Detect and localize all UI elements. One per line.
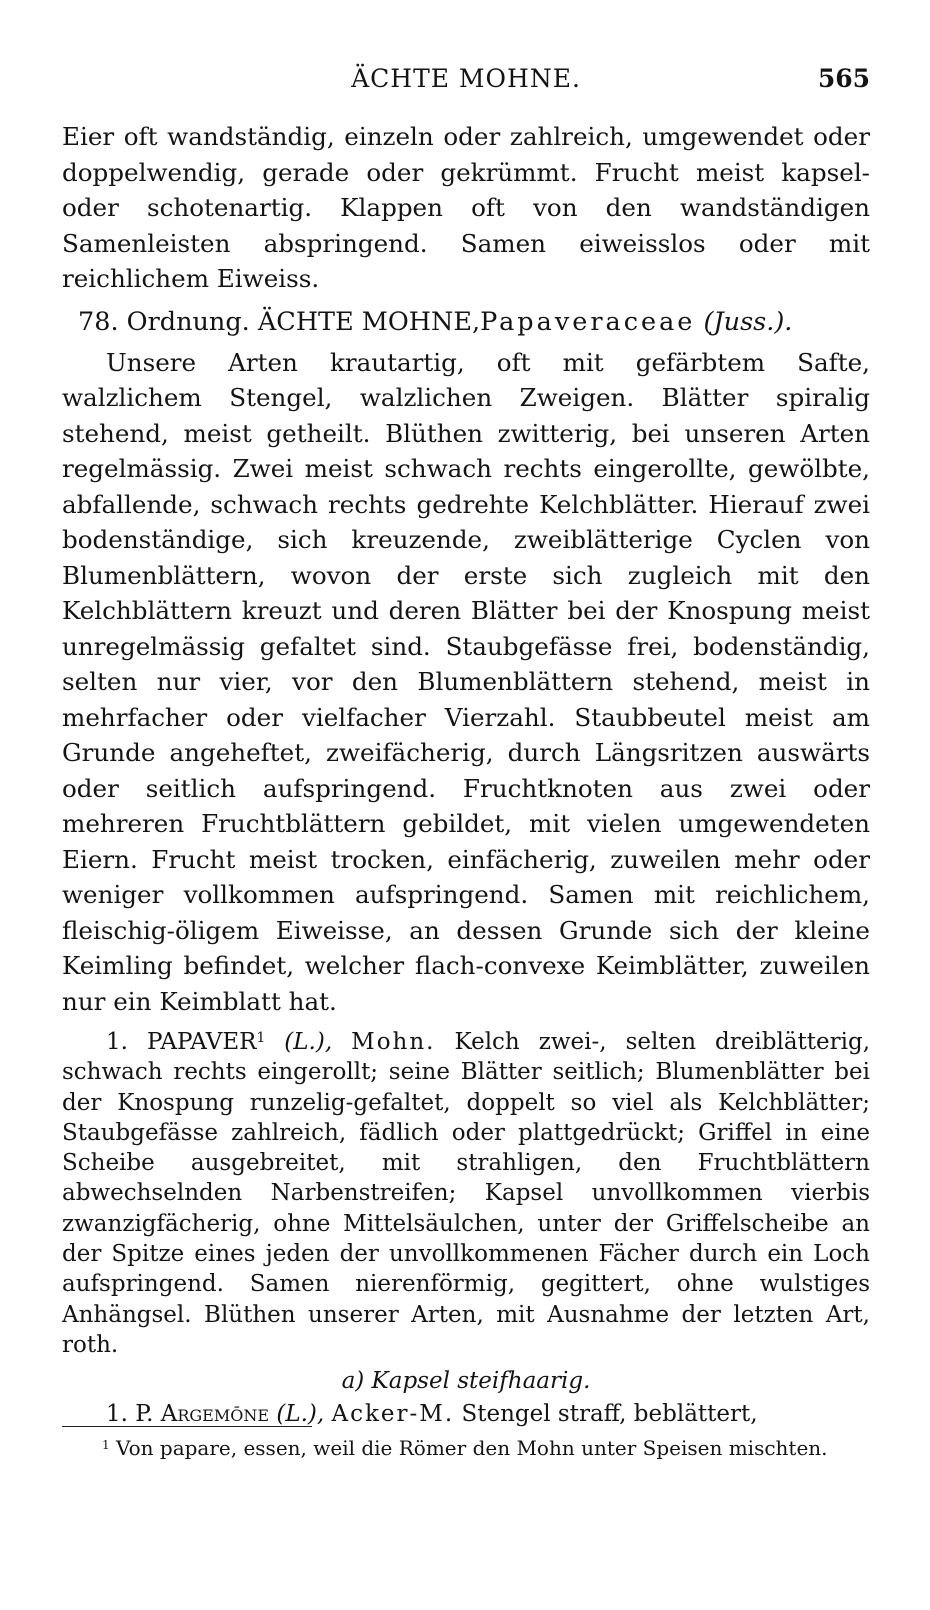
section-label: a) Kapsel steifhaarig. [341,1368,591,1395]
species-authority: (L.), [276,1401,325,1428]
order-name-latin: Papaveraceae [480,306,696,337]
genus-number: 1. [106,1029,128,1055]
page-body [62,119,870,1430]
order-description: Unsere Arten krautartig, oft mit gefärbtem Safte, walzlichem Stengel, walzlichen Zweigen. Blätter spiralig stehend, meist getheilt. Blüthen zwitterig, bei unseren Arten regelmässig. Zwei meist schwach rechts eingerollte, gewölbte, abfallende, schwach rechts gedrehte Kelchblätter. Hierauf zwei bodenständige, sich kreuzende, zweiblätterige Cyclen von Blumenblättern, wovon der erste sich zugleich mit den Kelchblättern kreuzt und deren Blätter bei der Knospung meist unregelmässig gefaltet sind. Staubgefässe frei, bodenständig, selten nur vier, vor den Blumenblättern stehend, meist in mehrfacher oder vielfacher Vierzahl. Staubbeutel meist am Grunde angeheftet, zweifächerig, durch Längsritzen auswärts oder seitlich aufspringend. Fruchtknoten aus zwei oder mehreren Fruchtblättern gebildet, mit vielen umgewendeten Eiern. Frucht meist trocken, einfächerig, zuweilen mehr oder weniger vollkommen aufspringend. Samen mit reichlichem, fleischig-öligem Eiweisse, an dessen Grunde sich der kleine Keimling befindet, welcher flach-convexe Keimblätter, zuweilen nur ein Keimblatt hat. [62,347,870,1016]
genus-name: PAPAVER [146,1029,257,1055]
running-title: ÄCHTE MOHNE. [351,64,581,93]
footnote-mark: 1 [102,1438,110,1452]
species-abbr: P. [135,1401,154,1428]
species-name: Argemōne [160,1401,270,1428]
genus-authority: (L.), [284,1029,333,1055]
genus-description: Kelch zwei-, selten dreiblätterig, schwach rechts eingerollt; seine Blätter seitlich; Blumenblätter bei der Knospung runzelig-gefaltet, doppelt so viel als Kelchblätter; Staubgefässe zahlreich, fädlich oder plattgedrückt; Griffel in eine Scheibe ausgebreitet, mit strahligen, den Fruchtblättern abwechselnden Narbenstreifen; Kapsel unvollkommen vierbis zwanzigfächerig, ohne Mittelsäulchen, unter der Griffelscheibe an der Spitze eines jeden der unvollkommenen Fächer durch ein Loch aufspringend. Samen nierenförmig, gegittert, ohne wulstiges Anhängsel. Blüthen unserer Arten, mit Ausnahme der letzten Art, roth. [62,1029,871,1358]
species-number: 1. [106,1401,128,1428]
footnote-rule [62,1426,312,1427]
order-name-german: ÄCHTE MOHNE, [257,306,481,337]
page-number: 565 [817,64,870,93]
genus-footnote-mark: 1 [256,1030,266,1047]
running-header [62,64,870,98]
genus-common-name: Mohn. [351,1029,436,1055]
order-heading [62,303,870,341]
order-number: 78. Ordnung. [78,306,250,337]
footnote-text: Von papare, essen, weil die Römer den Mohn unter Speisen mischten. [116,1436,828,1460]
order-authority: (Juss.). [703,306,793,337]
footnote [62,1434,870,1462]
genus-paragraph [62,1027,870,1360]
species-common-name: Acker-M. [331,1401,455,1428]
species-description: Stengel straff, beblättert, [461,1401,758,1428]
intro-paragraph: Eier oft wandständig, einzeln oder zahlreich, umgewendet oder doppelwendig, gerade oder gekrümmt. Frucht meist kapsel- oder schotenartig. Klappen oft von den wandständigen Samenleisten abspringend. Samen eiweisslos oder mit reichlichem Eiweiss. [62,122,870,293]
